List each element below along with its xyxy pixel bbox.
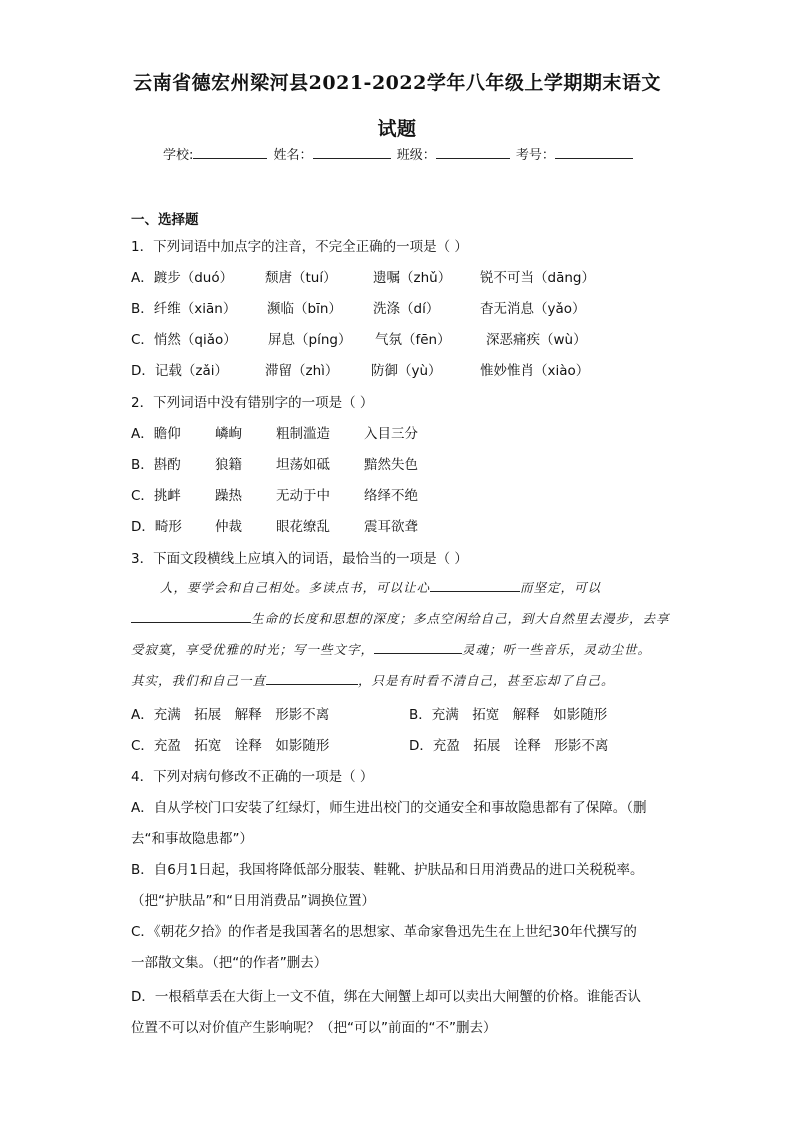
class-label: 班级： bbox=[396, 148, 436, 163]
q4-option-c-line-1: C．《朝花夕拾》的作者是我国著名的思想家、革命家鲁迅先生在上世纪30年代撰写的 bbox=[131, 924, 637, 940]
q2-option-a-4: 入目三分 bbox=[364, 426, 418, 442]
q4-option-d-line-1: D．一根稻草丢在大街上一文不值，绑在大闸蟹上却可以卖出大闸蟹的价格。谁能否认 bbox=[131, 989, 641, 1005]
q4-option-a-line-1: A．自从学校门口安装了红绿灯，师生进出校门的交通安全和事故隐患都有了保障。（删 bbox=[131, 800, 647, 816]
q4-option-a-line-2: 去“和事故隐患都”） bbox=[131, 831, 253, 847]
q3-blank-1[interactable] bbox=[430, 579, 520, 592]
q2-option-a-1: A．瞻仰 bbox=[131, 426, 181, 442]
section-heading: 一、选择题 bbox=[131, 212, 199, 228]
q1-option-b-2: 濒临（bīn） bbox=[267, 301, 342, 317]
q2-option-b-4: 黯然失色 bbox=[364, 457, 418, 473]
q3-passage-text: ，只是有时看不清自己，甚至忘却了自己。 bbox=[358, 673, 615, 688]
q2-option-d-3: 眼花缭乱 bbox=[276, 519, 330, 535]
q1-option-c-1: C．悄然（qiǎo） bbox=[131, 332, 237, 348]
q1-option-b-3: 洗涤（dí） bbox=[373, 301, 440, 317]
q4-option-b-line-1: B．自6月1日起，我国将降低部分服装、鞋靴、护肤品和日用消费品的进口关税税率。 bbox=[131, 862, 644, 878]
q2-option-d-1: D．畸形 bbox=[131, 519, 182, 535]
q1-option-a-2: 颓唐（tuí） bbox=[265, 270, 337, 286]
q3-passage-text: 生命的长度和思想的深度；多点空闲给自己，到大自然里去漫步，去享 bbox=[251, 611, 670, 626]
q2-option-b-3: 坦荡如砥 bbox=[276, 457, 330, 473]
q1-option-b-4: 杳无消息（yǎo） bbox=[480, 301, 586, 317]
q1-option-c-2: 屏息（píng） bbox=[268, 332, 352, 348]
q2-option-c-3: 无动于中 bbox=[276, 488, 330, 504]
q1-option-d-4: 惟妙惟肖（xiào） bbox=[480, 363, 590, 379]
q3-passage-line-3 bbox=[131, 640, 651, 658]
q2-option-b-1: B．斟酌 bbox=[131, 457, 181, 473]
class-blank[interactable] bbox=[436, 147, 510, 159]
question-3-stem: 3．下面文段横线上应填入的词语，最恰当的一项是（ ） bbox=[131, 551, 468, 567]
question-4-stem: 4．下列对病句修改不正确的一项是（ ） bbox=[131, 769, 374, 785]
q3-option-a: A．充满 拓展 解释 形影不离 bbox=[131, 707, 330, 723]
q1-option-d-2: 滞留（zhì） bbox=[265, 363, 339, 379]
q1-option-a-3: 遗嘱（zhǔ） bbox=[373, 270, 452, 286]
q1-option-b-1: B．纤维（xiān） bbox=[131, 301, 237, 317]
q2-option-d-4: 震耳欲聋 bbox=[364, 519, 418, 535]
q4-option-d-line-2: 位置不可以对价值产生影响呢？（把“可以”前面的“不”删去） bbox=[131, 1020, 497, 1036]
q2-option-a-3: 粗制滥造 bbox=[276, 426, 330, 442]
q2-option-c-4: 络绎不绝 bbox=[364, 488, 418, 504]
q4-option-b-line-2: （把“护肤品”和“日用消费品”调换位置） bbox=[131, 893, 375, 909]
q1-option-a-1: A．踱步（duó） bbox=[131, 270, 234, 286]
student-info-row bbox=[163, 144, 635, 163]
exam-title-line1: 云南省德宏州梁河县2021-2022学年八年级上学期期末语文 bbox=[133, 72, 661, 94]
exam-no-blank[interactable] bbox=[555, 147, 633, 159]
q2-option-b-2: 狼籍 bbox=[215, 457, 242, 473]
q2-option-d-2: 仲裁 bbox=[215, 519, 242, 535]
name-blank[interactable] bbox=[313, 147, 391, 159]
q2-option-c-1: C．挑衅 bbox=[131, 488, 181, 504]
q3-option-c: C．充盈 拓宽 诠释 如影随形 bbox=[131, 738, 330, 754]
q1-option-c-3: 气氛（fēn） bbox=[375, 332, 451, 348]
question-1-stem: 1．下列词语中加点字的注音，不完全正确的一项是（ ） bbox=[131, 239, 468, 255]
q3-blank-4[interactable] bbox=[266, 672, 358, 685]
q2-option-a-2: 嶙峋 bbox=[215, 426, 242, 442]
q3-option-b: B．充满 拓宽 解释 如影随形 bbox=[409, 707, 608, 723]
q3-passage-text: 受寂寞，享受优雅的时光；写一些文字， bbox=[131, 642, 375, 657]
q2-option-c-2: 躁热 bbox=[215, 488, 242, 504]
q3-passage-line-2 bbox=[131, 609, 670, 627]
exam-no-label: 考号： bbox=[515, 148, 555, 163]
q3-blank-2[interactable] bbox=[131, 610, 251, 623]
q3-blank-3[interactable] bbox=[374, 641, 462, 654]
q3-passage-text: 人，要学会和自己相处。多读点书，可以让心 bbox=[160, 580, 431, 595]
q3-passage-text: 其实，我们和自己一直 bbox=[131, 673, 267, 688]
school-label: 学校: bbox=[163, 148, 194, 163]
q3-passage-text: 而坚定，可以 bbox=[520, 580, 602, 595]
q3-passage-line-4 bbox=[131, 671, 615, 689]
q3-passage-text: 灵魂；听一些音乐，灵动尘世。 bbox=[462, 642, 652, 657]
q3-passage-line-1 bbox=[160, 578, 601, 596]
q4-option-c-line-2: 一部散文集。（把“的作者”删去） bbox=[131, 955, 328, 971]
name-label: 姓名： bbox=[273, 148, 313, 163]
exam-title-line2: 试题 bbox=[377, 118, 417, 140]
q1-option-d-3: 防御（yù） bbox=[371, 363, 442, 379]
question-2-stem: 2．下列词语中没有错别字的一项是（ ） bbox=[131, 395, 374, 411]
school-blank[interactable] bbox=[193, 147, 267, 159]
q3-option-d: D．充盈 拓展 诠释 形影不离 bbox=[409, 738, 609, 754]
q1-option-c-4: 深恶痛疾（wù） bbox=[486, 332, 587, 348]
q1-option-a-4: 锐不可当（dāng） bbox=[480, 270, 595, 286]
q1-option-d-1: D．记载（zǎi） bbox=[131, 363, 229, 379]
